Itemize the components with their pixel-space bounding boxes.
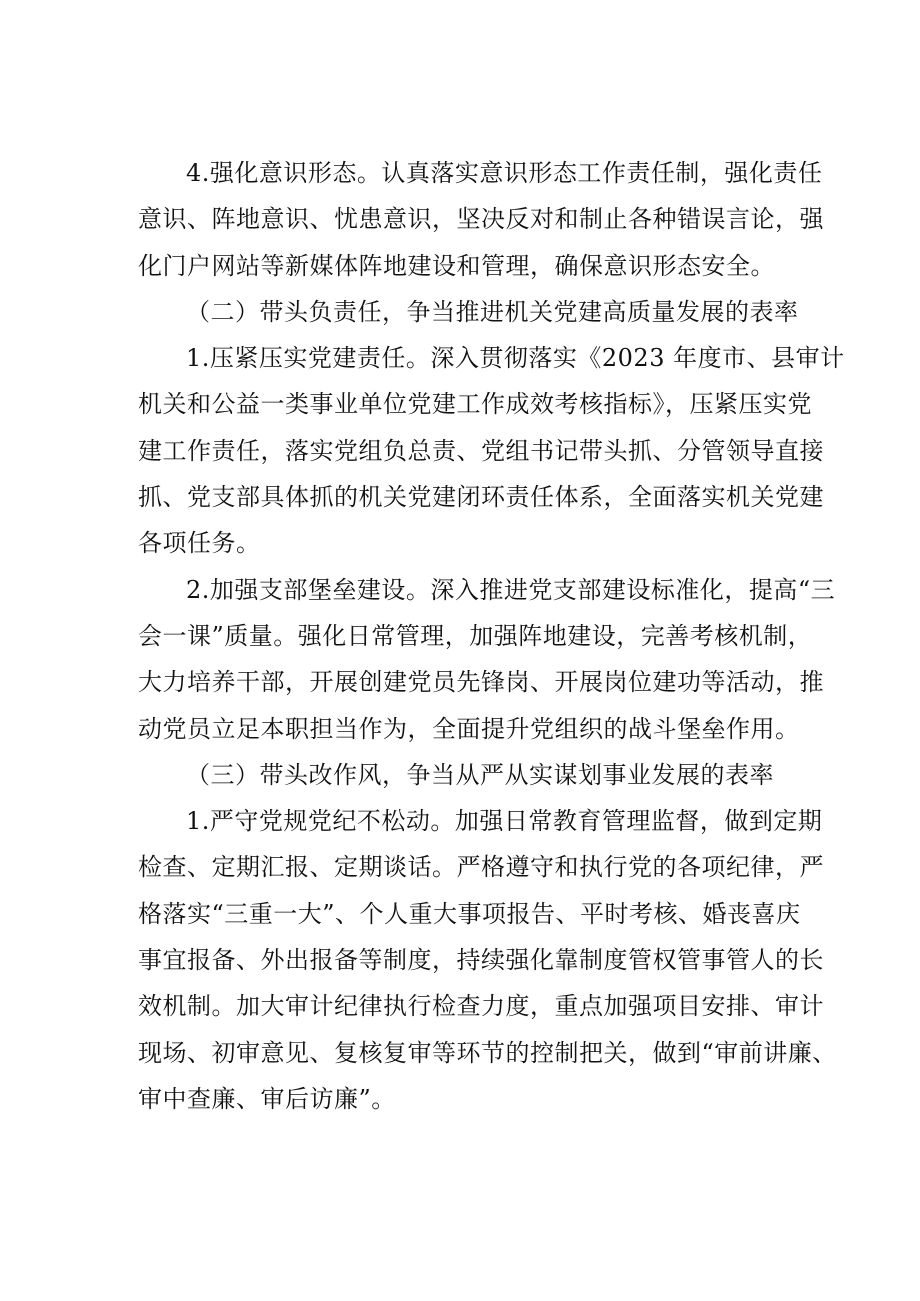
paragraph-line: 大力培养干部，开展创建党员先锋岗、开展岗位建功等活动，推	[138, 668, 824, 697]
paragraph-line: 机关和公益一类事业单位党建工作成效考核指标》，压紧压实党	[138, 390, 812, 419]
paragraph-line: 抓、党支部具体抓的机关党建闭环责任体系，全面落实机关党建	[138, 483, 824, 512]
paragraph-line: 1.压紧压实党建责任。深入贯彻落实《2023 年度市、县审计	[186, 344, 845, 373]
paragraph-line: 检查、定期汇报、定期谈话。严格遵守和执行党的各项纪律，严	[138, 853, 824, 882]
paragraph-line: 1.严守党规党纪不松动。加强日常教育管理监督，做到定期	[186, 807, 823, 836]
paragraph-line: 会一课”质量。强化日常管理，加强阵地建设，完善考核机制，	[138, 621, 813, 650]
paragraph-line: 审中查廉、审后访廉”。	[138, 1084, 396, 1113]
paragraph-line: 效机制。加大审计纪律执行检查力度，重点加强项目安排、审计	[138, 992, 824, 1021]
document-body	[138, 150, 845, 1122]
paragraph-line: 4.强化意识形态。认真落实意识形态工作责任制，强化责任	[186, 159, 823, 187]
section-heading: （二）带头负责任，争当推进机关党建高质量发展的表率	[186, 297, 799, 326]
section-heading: （三）带头改作风，争当从严从实谋划事业发展的表率	[186, 760, 774, 789]
paragraph-line: 各项任务。	[138, 529, 261, 558]
paragraph-line: 化门户网站等新媒体阵地建设和管理，确保意识形态安全。	[138, 251, 775, 280]
paragraph-line: 格落实“三重一大”、个人重大事项报告、平时考核、婚丧喜庆	[138, 899, 801, 928]
paragraph-line: 动党员立足本职担当作为，全面提升党组织的战斗堡垒作用。	[138, 714, 800, 743]
paragraph-line: 现场、初审意见、复核复审等环节的控制把关，做到“审前讲廉、	[138, 1038, 837, 1067]
paragraph-line: 2.加强支部堡垒建设。深入推进党支部建设标准化，提高“三	[186, 575, 836, 604]
paragraph-line: 意识、阵地意识、忧患意识，坚决反对和制止各种错误言论，强	[138, 205, 824, 234]
paragraph-line: 建工作责任，落实党组负总责、党组书记带头抓、分管领导直接	[138, 436, 824, 465]
paragraph-line: 事宜报备、外出报备等制度，持续强化靠制度管权管事管人的长	[138, 946, 824, 975]
